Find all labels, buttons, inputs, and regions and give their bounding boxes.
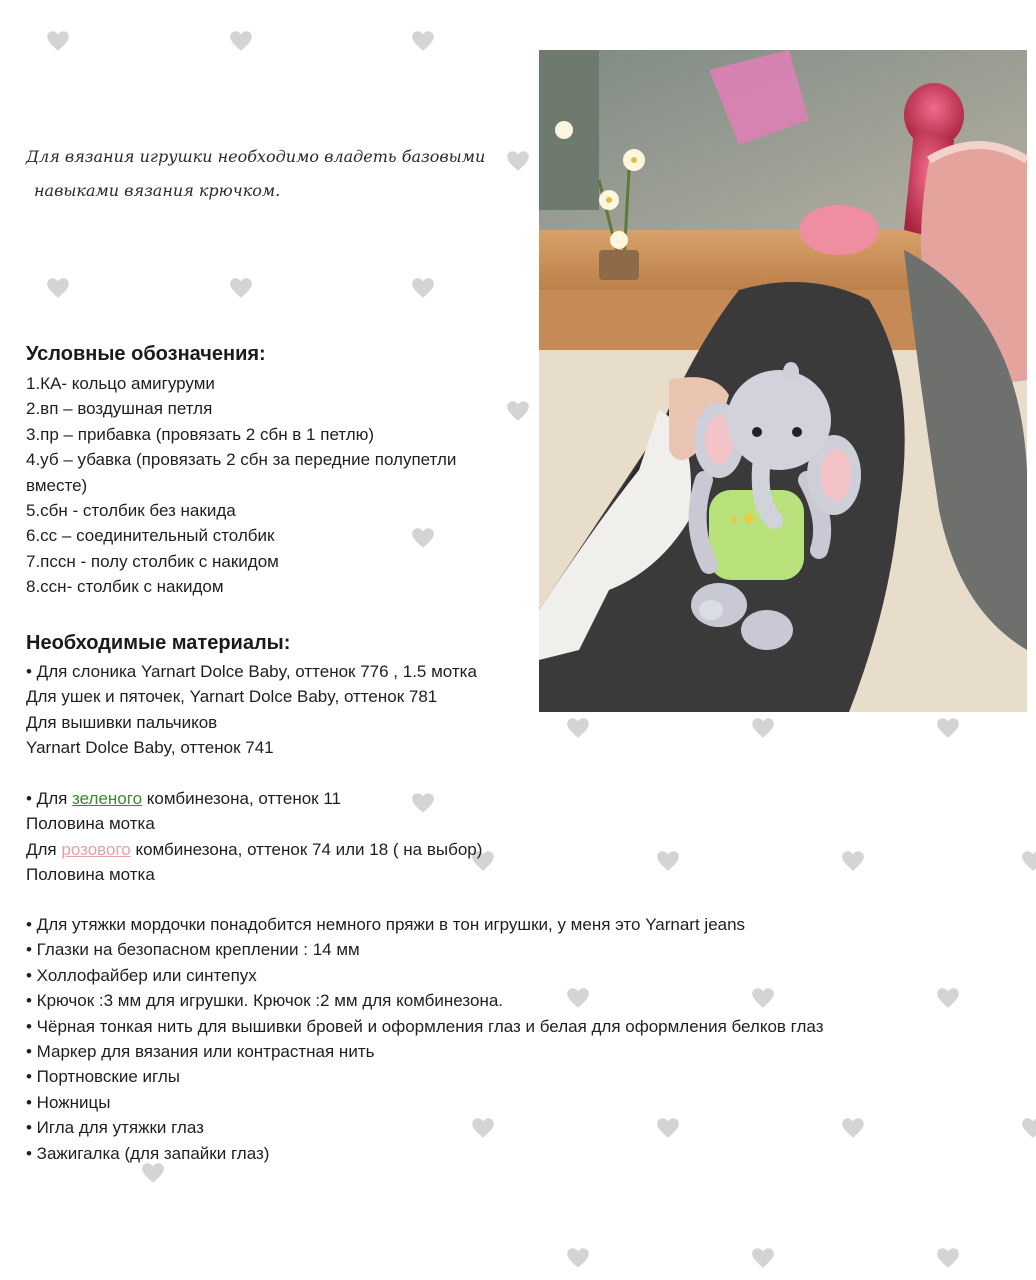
green-note: Половина мотка bbox=[26, 814, 155, 834]
heart-icon bbox=[45, 275, 71, 301]
heart-icon bbox=[410, 275, 436, 301]
material-item: • Ножницы bbox=[26, 1092, 111, 1112]
intro-line-2: навыками вязания крючком. bbox=[34, 181, 281, 200]
green-overalls-line bbox=[26, 786, 482, 811]
heart-icon bbox=[840, 848, 866, 874]
materials-overalls bbox=[26, 786, 482, 888]
heart-icon bbox=[45, 28, 71, 54]
elephant-photo bbox=[539, 50, 1027, 712]
heart-icon bbox=[505, 148, 531, 174]
materials-title: Необходимые материалы: bbox=[26, 632, 291, 654]
green-prefix: • Для bbox=[26, 789, 73, 808]
materials-yarn-list bbox=[26, 659, 477, 761]
pink-suffix: комбинезона, оттенок 74 или 18 ( на выбор) bbox=[130, 839, 483, 859]
material-item: • Портновские иглы bbox=[26, 1067, 180, 1087]
heart-icon bbox=[228, 28, 254, 54]
material-item: • Игла для утяжки глаз bbox=[26, 1118, 204, 1138]
material-item: • Для слоника Yarnart Dolce Baby, оттенок 776 , 1.5 мотка bbox=[26, 662, 477, 681]
material-item: • Для утяжки мордочки понадобится немного пряжи в тон игрушки, у меня это Yarnart jeans bbox=[26, 915, 746, 934]
heart-icon bbox=[228, 275, 254, 301]
legend-item: 4.уб – убавка (провязать 2 сбн за передние полупетли bbox=[26, 450, 457, 470]
pink-link[interactable]: розового bbox=[61, 839, 131, 859]
material-item: • Зажигалка (для запайки глаз) bbox=[26, 1143, 270, 1163]
material-item: • Холлофайбер или синтепух bbox=[26, 965, 257, 985]
legend-item: 6.сс – соединительный столбик bbox=[26, 526, 275, 546]
materials-tools-list bbox=[26, 912, 824, 1166]
material-item: • Чёрная тонкая нить для вышивки бровей и оформления глаз и белая для оформления белков глаз bbox=[26, 1016, 824, 1036]
heart-icon bbox=[1020, 1115, 1036, 1141]
intro-line-1: Для вязания игрушки необходимо владеть базовыми bbox=[26, 147, 486, 166]
material-item: Yarnart Dolce Baby, оттенок 741 bbox=[26, 738, 274, 758]
heart-icon bbox=[410, 28, 436, 54]
pink-prefix: Для bbox=[26, 839, 62, 859]
green-link[interactable]: зеленого bbox=[72, 789, 143, 808]
legend-item: 7.пссн - полу столбик с накидом bbox=[26, 551, 279, 571]
material-item: • Маркер для вязания или контрастная нить bbox=[26, 1041, 375, 1061]
legend-item: 1.КА- кольцо амигуруми bbox=[26, 374, 215, 393]
legend-title: Условные обозначения: bbox=[26, 343, 266, 365]
material-item: • Глазки на безопасном креплении : 14 мм bbox=[26, 940, 360, 960]
heart-icon bbox=[750, 715, 776, 741]
heart-icon bbox=[840, 1115, 866, 1141]
green-suffix: комбинезона, оттенок 11 bbox=[142, 789, 341, 808]
legend-item: вместе) bbox=[26, 475, 88, 495]
material-item: • Крючок :3 мм для игрушки. Крючок :2 мм для комбинезона. bbox=[26, 991, 504, 1011]
heart-icon bbox=[505, 398, 531, 424]
heart-icon bbox=[565, 1245, 591, 1271]
heart-icon bbox=[565, 715, 591, 741]
legend-item: 3.пр – прибавка (провязать 2 сбн в 1 петлю) bbox=[26, 424, 375, 444]
heart-icon bbox=[655, 848, 681, 874]
heart-icon bbox=[935, 715, 961, 741]
legend-list bbox=[26, 371, 456, 600]
heart-icon bbox=[935, 1245, 961, 1271]
legend-item: 5.сбн - столбик без накида bbox=[26, 500, 236, 520]
material-item: Для ушек и пяточек, Yarnart Dolce Baby, оттенок 781 bbox=[26, 687, 438, 707]
pink-overalls-line bbox=[26, 837, 482, 862]
legend-item: 2.вп – воздушная петля bbox=[26, 399, 213, 419]
intro-text bbox=[26, 140, 506, 208]
heart-icon bbox=[935, 985, 961, 1011]
legend-item: 8.ссн- столбик с накидом bbox=[26, 577, 224, 597]
heart-icon bbox=[750, 1245, 776, 1271]
material-item: Для вышивки пальчиков bbox=[26, 712, 218, 732]
heart-icon bbox=[1020, 848, 1036, 874]
pink-note: Половина мотка bbox=[26, 865, 155, 885]
